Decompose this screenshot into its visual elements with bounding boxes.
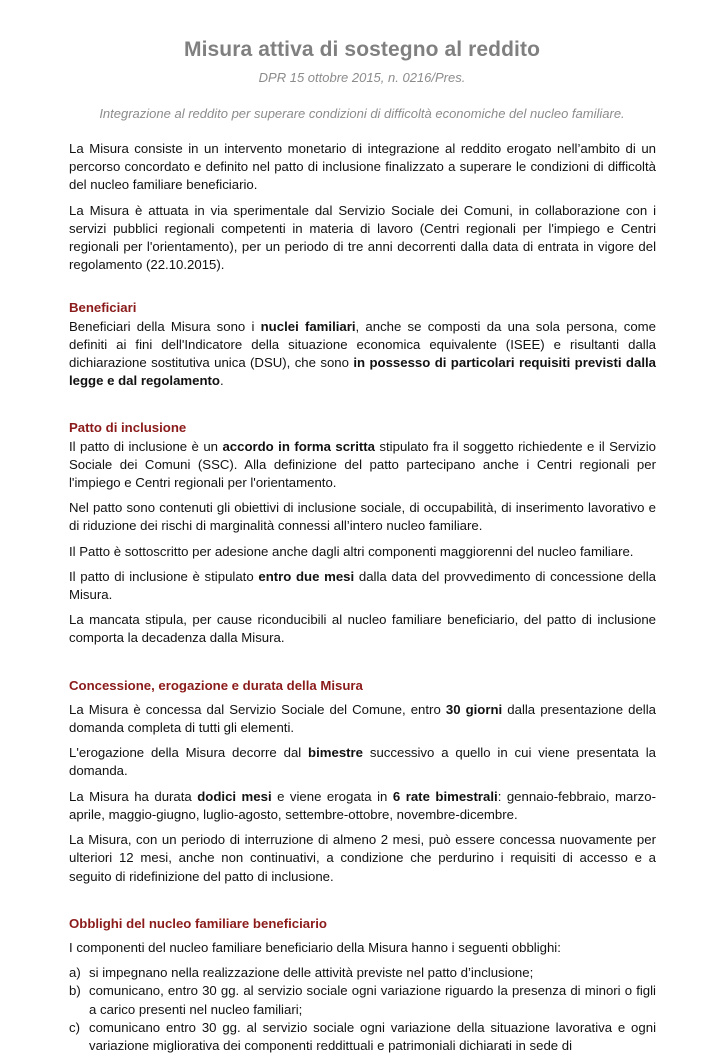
obblighi-item-c [69, 1019, 656, 1055]
obblighi-item-b [69, 982, 656, 1018]
document-body [69, 140, 656, 1055]
concessione-line-1: La Misura è concessa dal Servizio Sociale del Comune, entro 30 giorni dalla presentazione della domanda completa di tutti gli elementi. [69, 701, 656, 736]
heading-patto: Patto di inclusione [69, 420, 187, 436]
document-intro: Integrazione al reddito per superare condizioni di difficoltà economiche del nucleo familiare. [99, 106, 625, 121]
patto-line-4: Il patto di inclusione è stipulato entro due mesi dalla data del provvedimento di concessione della Misura. [69, 568, 656, 603]
obblighi-list [69, 964, 656, 1055]
obblighi-item-a [69, 964, 656, 982]
concessione-line-3: La Misura ha durata dodici mesi e viene erogata in 6 rate bimestrali: gennaio-febbraio, marzo-aprile, maggio-giugno, luglio-agosto, settembre-ottobre, novembre-dicembre. [69, 788, 656, 822]
concessione-line-2: L'erogazione della Misura decorre dal bimestre successivo a quello in cui viene presentata la domanda. [69, 745, 656, 779]
paragraph-misura: La Misura consiste in un intervento monetario di integrazione al reddito erogato nell’ambito di un percorso concordato e definito nel patto di inclusione finalizzato a superare le condizioni di difficoltà del nucleo familiare beneficiario. [69, 141, 656, 193]
patto-line-3: Il Patto è sottoscritto per adesione anche dagli altri componenti maggiorenni del nucleo familiare. [69, 543, 634, 559]
concessione-line-4: La Misura, con un periodo di interruzione di almeno 2 mesi, può essere concessa nuovamente per ulteriori 12 mesi, anche non continuativi, a condizione che perdurino i requisiti di accesso e a seguito di ridefinizione del patto di inclusione. [69, 832, 656, 884]
obblighi-intro: I componenti del nucleo familiare beneficiario della Misura hanno i seguenti obblighi: [69, 939, 561, 955]
heading-concessione: Concessione, erogazione e durata della Misura [69, 677, 363, 693]
list-item-text: si impegnano nella realizzazione delle attività previste nel patto d’inclusione; [89, 965, 534, 981]
heading-obblighi: Obblighi del nucleo familiare beneficiario [69, 915, 327, 931]
patto-line-2: Nel patto sono contenuti gli obiettivi di inclusione sociale, di occupabilità, di inserimento lavorativo e di riduzione dei rischi di marginalità connessi all’intero nucleo familiare. [69, 500, 656, 534]
list-item-text: comunicano, entro 30 gg. al servizio sociale ogni variazione riguardo la presenza di minori o figli a carico presenti nel nucleo familiari; [89, 983, 656, 1017]
paragraph-attuazione: La Misura è attuata in via sperimentale dal Servizio Sociale dei Comuni, in collaborazione con i servizi pubblici regionali competenti in materia di lavoro (Centri regionali per l'impiego e Centri regionali per l'orientamento), per un periodo di tre anni decorrenti dalla data di entrata in vigore del regolamento (22.10.2015). [69, 202, 656, 273]
heading-beneficiari: Beneficiari [69, 300, 137, 316]
list-item-text: comunicano entro 30 gg. al servizio sociale ogni variazione della situazione lavorativa e ogni variazione migliorativa dei componenti reddittuali e patrimoniali dichiarati in sede di [89, 1019, 656, 1053]
patto-line-5: La mancata stipula, per cause riconducibili al nucleo familiare beneficiario, del patto di inclusione comporta la decadenza dalla Misura. [69, 612, 656, 646]
document-subtitle: DPR 15 ottobre 2015, n. 0216/Pres. [258, 70, 466, 85]
document-title: Misura attiva di sostegno al reddito [184, 38, 540, 61]
list-marker: c) [69, 1019, 80, 1035]
paragraph-beneficiari: Beneficiari della Misura sono i nuclei familiari, anche se composti da una sola persona, come definiti ai fini dell'Indicatore della situazione economica equivalente (ISEE) e risultanti dalla dichiarazione sostitutiva unica (DSU), che sono in possesso di particolari requisiti previsti dalla legge e dal regolamento. [69, 318, 656, 389]
patto-line-1: Il patto di inclusione è un accordo in forma scritta stipulato fra il soggetto richiedente e il Servizio Sociale dei Comuni (SSC). Alla definizione del patto partecipano anche i Centri regionali per l'impiego e Centri regionali per l'orientamento. [69, 438, 657, 491]
list-marker: a) [69, 965, 81, 981]
list-marker: b) [69, 983, 81, 999]
